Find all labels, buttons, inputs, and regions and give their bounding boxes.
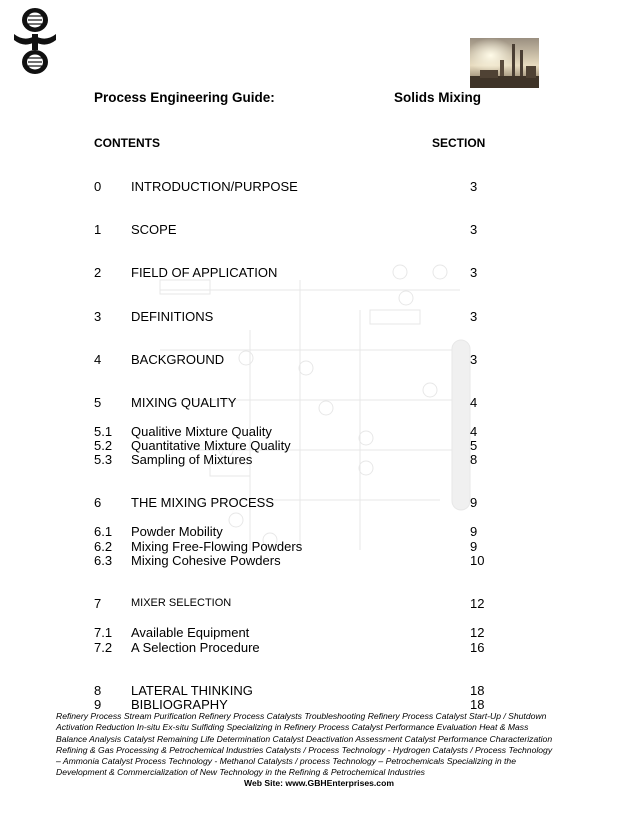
- toc-number: 3: [94, 309, 102, 324]
- guide-subject: Solids Mixing: [394, 90, 482, 105]
- toc-page: 12: [470, 625, 485, 640]
- toc-title: DEFINITIONS: [131, 309, 214, 324]
- toc-page: 9: [470, 539, 478, 554]
- toc-title: FIELD OF APPLICATION: [131, 265, 278, 280]
- company-logo-icon: [10, 6, 60, 78]
- toc-page: 5: [470, 438, 478, 453]
- website-link[interactable]: Web Site: www.GBHEnterprises.com: [244, 778, 394, 788]
- toc-page: 4: [470, 395, 478, 410]
- toc-title: Qualitive Mixture Quality: [131, 424, 272, 439]
- toc-title: Available Equipment: [131, 625, 250, 640]
- toc-number: 6.2: [94, 539, 113, 554]
- toc-number: 5.1: [94, 424, 113, 439]
- toc-number: 7.1: [94, 625, 113, 640]
- toc-title: INTRODUCTION/PURPOSE: [131, 179, 298, 194]
- toc-page: 10: [470, 553, 485, 568]
- toc-title: MIXING QUALITY: [131, 395, 237, 410]
- toc-number: 4: [94, 352, 102, 367]
- toc-page: 9: [470, 524, 478, 539]
- toc-title: LATERAL THINKING: [131, 683, 253, 698]
- toc-page: 3: [470, 222, 478, 237]
- toc-page: 18: [470, 697, 485, 712]
- toc-number: 0: [94, 179, 102, 194]
- toc-number: 6.1: [94, 524, 113, 539]
- toc-page: 3: [470, 352, 478, 367]
- toc-number: 9: [94, 697, 102, 712]
- toc-number: 5.3: [94, 452, 113, 467]
- toc-number: 1: [94, 222, 102, 237]
- toc-number: 5: [94, 395, 102, 410]
- toc-page: 9: [470, 495, 478, 510]
- toc-page: 3: [470, 309, 478, 324]
- toc-number: 5.2: [94, 438, 113, 453]
- toc-title: BACKGROUND: [131, 352, 225, 367]
- guide-title: Process Engineering Guide:: [94, 90, 275, 105]
- toc-title: SCOPE: [131, 222, 177, 237]
- toc-page: 12: [470, 596, 485, 611]
- toc-title: A Selection Procedure: [131, 640, 260, 655]
- toc-number: 6: [94, 495, 102, 510]
- toc-title: Sampling of Mixtures: [131, 452, 253, 467]
- toc-number: 2: [94, 265, 102, 280]
- section-heading: SECTION: [432, 136, 486, 150]
- toc-number: 7: [94, 596, 102, 611]
- toc-number: 8: [94, 683, 102, 698]
- toc-title: MIXER SELECTION: [131, 597, 232, 609]
- refinery-photo: [470, 38, 539, 88]
- contents-heading: CONTENTS: [94, 136, 160, 150]
- toc-page: 16: [470, 640, 485, 655]
- footer-services-text: Refinery Process Stream Purification Refinery Process Catalysts Troubleshooting Refinery Process Catalyst Start-Up / Shutdown Activation Reduction In-situ Ex-situ Sulfiding Specializing in Refinery Process Catalyst Performance Evaluation Heat & Mass Balance Analysis Catalyst Remaining Life Determination Catalyst Deactivation Assessment Catalyst Performance Characterization Refining & Gas Processing & Petrochemical Industries Catalysts / Process Technology - Hydrogen Catalysts / Process Technology – Ammonia Catalyst Process Technology - Methanol Catalysts / process Technology – Petrochemicals Specializing in the Development & Commercialization of New Technology in the Refining & Petrochemical Industries: [56, 711, 553, 778]
- toc-page: 3: [470, 179, 478, 194]
- toc-number: 7.2: [94, 640, 113, 655]
- toc-title: THE MIXING PROCESS: [131, 495, 275, 510]
- toc-title: Powder Mobility: [131, 524, 223, 539]
- toc-title: Mixing Cohesive Powders: [131, 553, 281, 568]
- toc-page: 18: [470, 683, 485, 698]
- toc-page: 8: [470, 452, 478, 467]
- background-process-diagram: [100, 250, 520, 570]
- toc-number: 6.3: [94, 553, 113, 568]
- toc-title: Mixing Free-Flowing Powders: [131, 539, 303, 554]
- toc-page: 4: [470, 424, 478, 439]
- toc-title: BIBLIOGRAPHY: [131, 697, 228, 712]
- toc-title: Quantitative Mixture Quality: [131, 438, 291, 453]
- toc-page: 3: [470, 265, 478, 280]
